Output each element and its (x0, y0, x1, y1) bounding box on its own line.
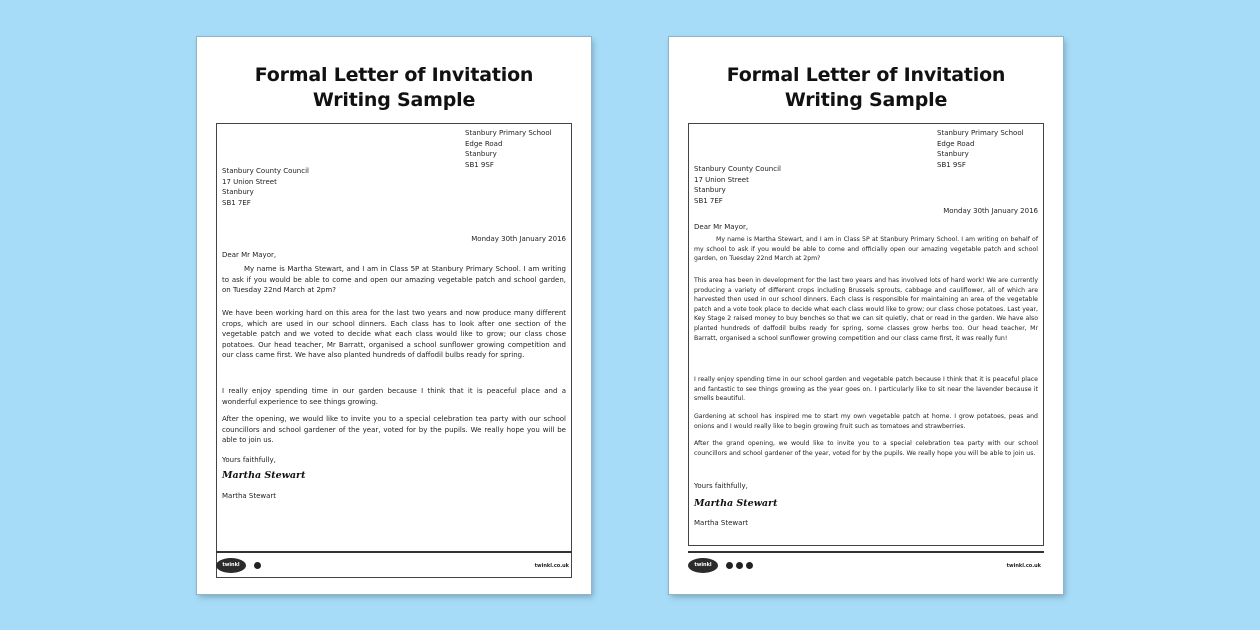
page-title (669, 63, 1063, 113)
letter-box (688, 123, 1044, 546)
footer-divider (688, 551, 1044, 553)
address-line: Stanbury Primary School (465, 129, 552, 137)
address-line: SB1 9SF (465, 160, 494, 169)
twinkl-logo: twinkl (688, 558, 718, 573)
paragraph: I really enjoy spending time in our garden because I think that it is peaceful place and a wonderful experience to see things growing. (222, 387, 566, 406)
worksheet-right (669, 37, 1063, 594)
title-line-1: Formal Letter of Invitation (254, 64, 534, 86)
address-line: Stanbury Primary School (937, 129, 1024, 137)
address-line: Stanbury (465, 150, 497, 159)
closing: Yours faithfully, (222, 456, 276, 464)
address-line: SB1 7EF (222, 198, 251, 207)
page-dot-icon (736, 562, 743, 569)
page-dot-icon (746, 562, 753, 569)
council-address (222, 166, 309, 208)
letter-date: Monday 30th January 2016 (943, 207, 1038, 215)
footer-divider (216, 551, 572, 553)
council-address (694, 164, 781, 206)
paragraph: This area has been in development for the last two years and has involved lots of hard work! We are currently producing a variety of different crops including Brussels sprouts, cabbage and cauliflower, all of which are harvested then used in our school dinners. Each class is responsible for maintaining an area of the vegetable patch and a vote took place to decide what each class would like to grow; our class chose potatoes. Last year, Key Stage 2 raised money to buy benches so that we can sit quietly, chat or read in the garden. We have also planted hundreds of daffodil bulbs ready for spring, some classes grow herbs too. Our head teacher, Mr Barratt, organised a school sunflower growing competition and our class came first, it was really fun! (694, 277, 1038, 342)
paragraph: My name is Martha Stewart, and I am in Class 5P at Stanbury Primary School. I am writing to ask if you would be able to come and open our amazing vegetable patch and school garden, on Tuesday 22nd March at 2pm? (222, 265, 566, 295)
title-line-2: Writing Sample (312, 89, 476, 111)
title-line-2: Writing Sample (784, 89, 948, 111)
address-line: 17 Union Street (222, 177, 277, 186)
address-line: Stanbury (222, 188, 254, 197)
page-title (197, 63, 591, 113)
address-line: Stanbury (694, 186, 726, 195)
address-line: Edge Road (937, 139, 975, 148)
printed-name: Martha Stewart (222, 492, 277, 500)
address-line: SB1 9SF (937, 160, 966, 169)
title-line-1: Formal Letter of Invitation (726, 64, 1006, 86)
printed-name: Martha Stewart (694, 519, 749, 527)
salutation: Dear Mr Mayor, (694, 223, 749, 231)
footer-url: twinkl.co.uk (534, 563, 569, 569)
signature: Martha Stewart (222, 470, 306, 481)
address-line: Stanbury County Council (222, 167, 309, 175)
page-dot-icon (254, 562, 261, 569)
paragraph: After the opening, we would like to invite you to a special celebration tea party with our school councillors and school gardener of the year, voted for by the pupils. We really hope you will be able to join us. (222, 415, 566, 445)
letter-box (216, 123, 572, 578)
school-address (937, 128, 1024, 170)
signature: Martha Stewart (694, 498, 778, 509)
salutation: Dear Mr Mayor, (222, 251, 277, 259)
address-line: Edge Road (465, 139, 503, 148)
letter-date: Monday 30th January 2016 (471, 235, 566, 243)
address-line: SB1 7EF (694, 196, 723, 205)
school-address (465, 128, 552, 170)
address-line: Stanbury County Council (694, 165, 781, 173)
address-line: 17 Union Street (694, 175, 749, 184)
closing: Yours faithfully, (694, 482, 748, 490)
address-line: Stanbury (937, 150, 969, 159)
paragraph: Gardening at school has inspired me to start my own vegetable patch at home. I grow potatoes, peas and onions and I would really like to begin growing fruit such as tomatoes and strawberries. (694, 413, 1038, 430)
paragraph: We have been working hard on this area for the last two years and now produce many different crops, which are used in our school dinners. Each class has to look after one section of the vegetable patch and we voted to decide what each class would like to grow; our class chose potatoes. Our head teacher, Mr Barratt, organised a school sunflower growing competition and our class came first. We have also planted hundreds of daffodil bulbs ready for spring. (222, 309, 566, 360)
paragraph: I really enjoy spending time in our school garden and vegetable patch because I think that it is peaceful place and fantastic to see things growing as the year goes on. I particularly like to sit near the lavender because it smells beautiful. (694, 376, 1038, 403)
paragraph: After the grand opening, we would like to invite you to a special celebration tea party with our school councillors and school gardener of the year, voted for by the pupils. We really hope you will be able to join us. (694, 440, 1038, 457)
twinkl-logo: twinkl (216, 558, 246, 573)
footer-url: twinkl.co.uk (1006, 563, 1041, 569)
page-dot-icon (726, 562, 733, 569)
worksheet-left (197, 37, 591, 594)
paragraph: My name is Martha Stewart, and I am in Class 5P at Stanbury Primary School. I am writing on behalf of my school to ask if you would be able to come and officially open our amazing vegetable patch and school garden, on Tuesday 22nd March at 2pm? (694, 236, 1038, 263)
